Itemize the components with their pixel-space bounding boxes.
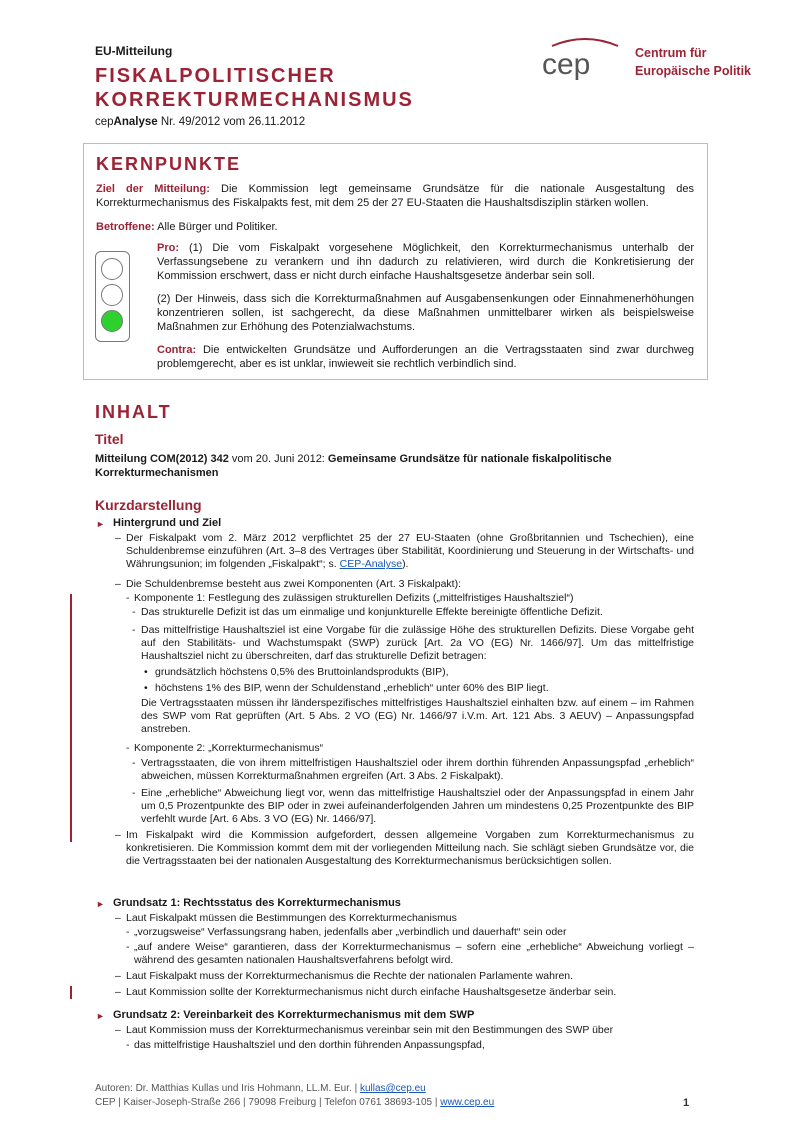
cep-logo-icon — [538, 38, 633, 92]
footer-address-text: CEP | Kaiser-Joseph-Straße 266 | 79098 Freiburg | Telefon 0761 38693-105 | — [95, 1097, 441, 1108]
list-item: Das mittelfristige Haushaltsziel ist eine Vorgabe für die zulässige Höhe des strukturellen Defizits. Diese Vorgabe geht auf den Stabilitäts- und Wachstumspakt (SWP) zurück [Art. 2a VO (EG) Nr. 1466/97]. Um das mittelfristige Haushaltsziel nicht zu überschreiten, darf das strukturelle Defizit betragen: — [141, 624, 694, 663]
list-item: Laut Fiskalpakt muss der Korrekturmechanismus die Rechte der nationalen Parlamente wahren. — [126, 970, 574, 982]
pro-text-1: (1) Die vom Fiskalpakt vorgesehene Möglichkeit, den Korrekturmechanismus unterhalb der Verfassungsebene zu verankern und ihn dadurch zu relativieren, wird durch die Konkretisierung der Kommission erschwert, dass er nicht durch einfache Haushaltsgesetze änderbar sein soll. — [157, 242, 694, 282]
bullet-icon: • — [144, 682, 148, 694]
list-dash: – — [115, 912, 121, 924]
title-line-2: KORREKTURMECHANISMUS — [95, 89, 414, 111]
list-dot: - — [126, 941, 130, 953]
kernpunkte-title: KERNPUNKTE — [96, 154, 242, 174]
betroffene-paragraph — [96, 220, 694, 234]
ziel-paragraph — [96, 182, 694, 210]
contra-paragraph — [157, 343, 694, 371]
titel-heading: Titel — [95, 431, 124, 447]
footer-authors-text: Autoren: Dr. Matthias Kullas und Iris Hohmann, LL.M. Eur. | — [95, 1083, 360, 1094]
com-number: Mitteilung COM(2012) 342 — [95, 453, 229, 465]
footer-authors — [95, 1082, 494, 1096]
contra-text: Die entwickelten Grundsätze und Aufforderungen an die Vertragsstaaten sind zwar durchweg problemgerecht, aber es ist unklar, inwieweit sie rechtlich verbindlich sind. — [157, 344, 694, 370]
list-item: höchstens 1% des BIP, wenn der Schuldenstand „erheblich“ unter 60% des BIP liegt. — [155, 682, 549, 694]
ref-number-date: Nr. 49/2012 vom 26.11.2012 — [157, 116, 306, 128]
list-item: Im Fiskalpakt wird die Kommission aufgefordert, dessen allgemeine Vorgaben zum Korrekturmechanismus zu konkretisieren. Die Kommission kommt dem mit der vorliegenden Mitteilung nach. Sie schlägt sieben Grundsätze vor, die die Vertragsstaaten bei der nationalen Ausgestaltung des Korrekturmechanismus berücksichtigen sollen. — [126, 829, 694, 868]
list-item: Vertragsstaaten, die von ihrem mittelfristigen Haushaltsziel oder ihrem dorthin führenden Anpassungspfad „erheblich“ abweichen, müssen Korrekturmaßnahmen ergreifen (Art. 3 Abs. 2 Fiskalpakt). — [141, 757, 694, 783]
list-item: Komponente 1: Festlegung des zulässigen strukturellen Defizits („mittelfristiges Haushaltsziel“) — [134, 592, 574, 604]
ref-analyse: Analyse — [113, 116, 158, 128]
website-link[interactable]: www.cep.eu — [440, 1097, 495, 1108]
ziel-label: Ziel der Mitteilung: — [96, 183, 210, 195]
pro-label: Pro: — [157, 242, 179, 254]
section-title: Grundsatz 2: Vereinbarkeit des Korrekturmechanismus mit dem SWP — [113, 1009, 475, 1021]
list-item-text: Der Fiskalpakt vom 2. März 2012 verpflichtet 25 der 27 EU-Staaten (ohne Großbritannien und Tschechien), eine Schuldenbremse einzuführen (Art. 3–8 des Vertrages über Stabilität, Koordinierung und Steuerung in der Wirtschafts- und Währungsunion; im folgenden „Fiskalpakt“; s. — [126, 532, 694, 571]
inhalt-title: INHALT — [95, 402, 172, 422]
list-dash: – — [115, 1024, 121, 1036]
kurzdarstellung-heading: Kurzdarstellung — [95, 497, 202, 513]
list-dot: - — [126, 1039, 130, 1051]
list-dot: - — [132, 787, 136, 799]
ref-prefix: cep — [95, 116, 114, 128]
list-item: Die Vertragsstaaten müssen ihr länderspezifisches mittelfristiges Haushaltsziel einhalten bzw. auf einem – im Rahmen des SWP vom Rat geprüften (Art. 5 Abs. 2 VO (EG) Nr. 1466/97 i.V.m. Art. 121 Abs. 3 AEUV) – Anpassungspfad anstreben. — [141, 697, 694, 736]
list-dash: – — [115, 532, 121, 544]
change-bar — [70, 594, 72, 842]
list-item: Komponente 2: „Korrekturmechanismus“ — [134, 742, 324, 754]
list-dot: - — [132, 624, 136, 636]
org-name — [635, 44, 751, 80]
list-item — [126, 532, 694, 572]
section-title: Hintergrund und Ziel — [113, 517, 222, 529]
list-dot: - — [126, 926, 130, 938]
betroffene-label: Betroffene: — [96, 221, 155, 233]
com-date: vom 20. Juni 2012: — [228, 453, 328, 465]
traffic-light-icon — [95, 251, 130, 342]
change-bar — [70, 986, 72, 999]
list-dot: - — [132, 606, 136, 618]
list-item: Laut Kommission sollte der Korrekturmechanismus nicht durch einfache Haushaltsgesetze änderbar sein. — [126, 986, 617, 998]
list-dot: - — [132, 757, 136, 769]
cep-analyse-link[interactable]: CEP-Analyse — [339, 558, 403, 571]
org-line-1: Centrum für — [635, 46, 707, 60]
section-title: Grundsatz 1: Rechtsstatus des Korrekturmechanismus — [113, 897, 401, 909]
betroffene-text: Alle Bürger und Politiker. — [154, 221, 278, 233]
ziel-text: Die Kommission legt gemeinsame Grundsätze für die nationale Ausgestaltung des Korrekturmechanismus des Fiskalpakts fest, mit dem 25 der 27 EU-Staaten die Haushaltsdisziplin stärken wollen. — [96, 183, 694, 209]
list-item-end: ). — [402, 558, 409, 571]
list-item: das mittelfristige Haushaltsziel und den dorthin führenden Anpassungspfad, — [134, 1039, 485, 1051]
cep-logo — [538, 38, 758, 92]
list-dash: – — [115, 970, 121, 982]
list-item: Laut Fiskalpakt müssen die Bestimmungen des Korrekturmechanismus — [126, 912, 457, 924]
list-dash: – — [115, 986, 121, 998]
list-dot: - — [126, 742, 130, 754]
list-item: „vorzugsweise“ Verfassungsrang haben, jedenfalls aber „verbindlich und dauerhaft“ sein oder — [134, 926, 567, 938]
list-item: Das strukturelle Defizit ist das um einmalige und konjunkturelle Effekte bereinigte öffentliche Defizit. — [141, 606, 603, 618]
document-full-title — [95, 452, 695, 480]
section-arrow-icon: ► — [96, 519, 105, 529]
list-item: Die Schuldenbremse besteht aus zwei Komponenten (Art. 3 Fiskalpakt): — [126, 578, 462, 590]
page-footer — [95, 1082, 494, 1110]
pro-paragraph-1 — [157, 241, 694, 283]
com-title: Gemeinsame Grundsätze für nationale fiskalpolitische Korrekturmechanismen — [95, 453, 612, 479]
section-arrow-icon: ► — [96, 899, 105, 909]
list-dash: – — [115, 829, 121, 841]
list-item: Laut Kommission muss der Korrekturmechanismus vereinbar sein mit den Bestimmungen des SWP über — [126, 1024, 614, 1036]
traffic-light-red-lamp — [101, 258, 123, 280]
contra-label: Contra: — [157, 344, 197, 356]
list-dot: - — [126, 592, 130, 604]
bullet-icon: • — [144, 666, 148, 678]
footer-address — [95, 1096, 494, 1110]
page-number: 1 — [683, 1097, 690, 1109]
document-type-label: EU-Mitteilung — [95, 44, 173, 58]
traffic-light-yellow-lamp — [101, 284, 123, 306]
list-item: grundsätzlich höchstens 0,5% des Bruttoinlandsprodukts (BIP), — [155, 666, 449, 678]
org-line-2: Europäische Politik — [635, 64, 752, 78]
author-email-link[interactable]: kullas@cep.eu — [359, 1083, 426, 1094]
logo-word: cep — [542, 48, 591, 81]
list-item: „auf andere Weise“ garantieren, dass der Korrekturmechanismus – sofern eine „erhebliche“ Abweichung vorliegt – während des gesamten nationalen Haushaltsverfahrens befolgt wird. — [134, 941, 694, 967]
document-title — [95, 64, 414, 112]
list-dash: – — [115, 578, 121, 590]
title-line-1: FISKALPOLITISCHER — [95, 65, 336, 87]
traffic-light-green-lamp — [101, 310, 123, 332]
list-item: Eine „erhebliche“ Abweichung liegt vor, wenn das mittelfristige Haushaltsziel oder der Anpassungspfad in einem Jahr um 0,5 Prozentpunkte des BIP oder in zwei aufeinanderfolgenden Jahren um mindestens 0,25 Prozentpunkte des BIP verfehlt wurde [Art. 6 Abs. 3 VO (EG) Nr. 1466/97]. — [141, 787, 694, 826]
pro-paragraph-2: (2) Der Hinweis, dass sich die Korrekturmaßnahmen auf Ausgabensenkungen oder Einnahmenerhöhungen konzentrieren sollen, ist sachgerecht, da diese Maßnahmen unmittelbarer wirken als beispielsweise Maßnahmen zur Erhöhung des Potenzialwachstums. — [157, 293, 694, 333]
section-arrow-icon: ► — [96, 1011, 105, 1021]
analysis-reference — [95, 116, 305, 128]
